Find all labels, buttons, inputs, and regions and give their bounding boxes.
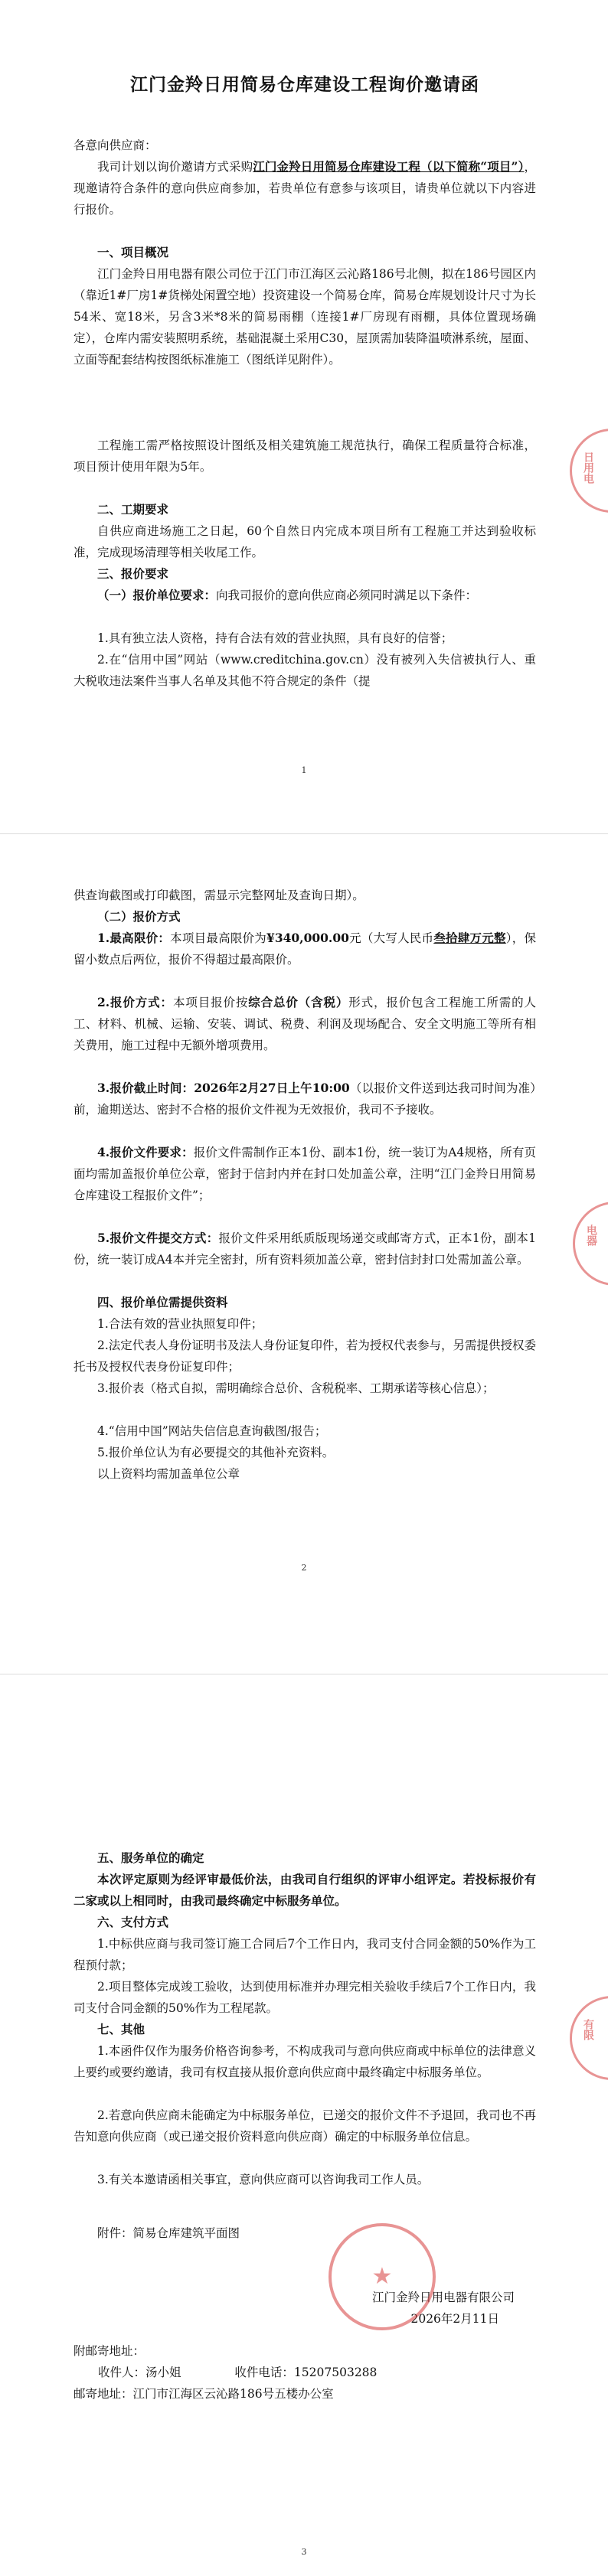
seal-fragment-1: 日用电 bbox=[582, 452, 594, 484]
greeting: 各意向供应商： bbox=[74, 139, 157, 152]
other-item-3: 3.有关本邀请函相关事宜，意向供应商可以咨询我司工作人员。 bbox=[97, 2173, 430, 2186]
material-note: 以上资料均需加盖单位公章 bbox=[97, 1467, 240, 1481]
intro-pre: 我司计划以询价邀请方式采购 bbox=[97, 160, 253, 174]
phone-number: 15207503288 bbox=[293, 2366, 378, 2379]
requirement-item-2: 2.在“信用中国”网站（www.creditchina.gov.cn）没有被列入失信被执行人、重大税收违法案件当事人名单及其他不符合规定的条件（提 bbox=[74, 653, 536, 688]
page-2 bbox=[0, 834, 608, 1674]
bid-item-1-pre: 本项目最高限价为 bbox=[170, 931, 267, 945]
bid-item-4-label: 4.报价文件要求： bbox=[97, 1145, 194, 1159]
payment-item-2: 2.项目整体完成竣工验收，达到使用标准并办理完相关验收手续后7个工作日内，我司支付合同金额的50%作为工程尾款。 bbox=[74, 1980, 536, 2015]
bid-item-1 bbox=[74, 928, 536, 970]
material-item-2: 2.法定代表人身份证明书及法人身份证复印件，若为授权代表参与，另需提供授权委托书及授权代表身份证复印件； bbox=[74, 1339, 536, 1374]
mail-label: 附邮寄地址： bbox=[74, 2344, 145, 2358]
section-2-paragraph: 自供应商进场施工之日起，60个自然日内完成本项目所有工程施工并达到验收标准，完成现场清理等相关收尾工作。 bbox=[74, 524, 536, 559]
material-item-1: 1.合法有效的营业执照复印件； bbox=[97, 1317, 263, 1331]
page-number-2: 2 bbox=[301, 1563, 307, 1573]
section-3-title: 三、报价要求 bbox=[97, 566, 169, 581]
bid-item-1-post: ），保留小数点后两位，报价不得超过最高限价。 bbox=[74, 931, 536, 967]
section-5-paragraph: 本次评定原则为经评审最低价法，由我司自行组织的评审小组评定。若投标报价有二家或以上相同时，由我司最终确定中标服务单位。 bbox=[74, 1872, 536, 1908]
section-1-paragraph-2: 工程施工需严格按照设计图纸及相关建筑施工规范执行，确保工程质量符合标准，项目预计使用年限为5年。 bbox=[74, 439, 536, 474]
page-3 bbox=[0, 1674, 608, 2576]
bid-item-2 bbox=[74, 992, 536, 1056]
section-3-sub-1-text: 向我司报价的意向供应商必须同时满足以下条件： bbox=[216, 589, 478, 602]
section-1-title: 一、项目概况 bbox=[97, 245, 169, 259]
section-3-sub-1-label: （一）报价单位要求： bbox=[97, 588, 217, 602]
bid-item-4-text: 报价文件需制作正本1份、副本1份，统一装订为A4规格，所有页面均需加盖报价单位公章，密封于信封内并在封口处加盖公章，注明“江门金羚日用简易仓库建设工程报价文件”； bbox=[74, 1146, 537, 1202]
continued-text: 供查询截图或打印截图，需显示完整网址及查询日期）。 bbox=[74, 889, 364, 902]
signature-date: 2026年2月11日 bbox=[410, 2312, 499, 2326]
requirement-item-1: 1.具有独立法人资格，持有合法有效的营业执照，具有良好的信誉； bbox=[97, 631, 453, 645]
material-item-4: 4.“信用中国”网站失信信息查询截图/报告； bbox=[97, 1424, 327, 1438]
bid-item-2-label: 2.报价方式： bbox=[97, 995, 173, 1009]
page-number-3: 3 bbox=[301, 2547, 307, 2557]
receiver-line bbox=[74, 2362, 536, 2383]
bid-item-5-text: 报价文件采用纸质版现场递交或邮寄方式，正本1份，副本1份，统一装订成A4本并完全密封，所有资料须加盖公章，密封信封封口处需加盖公章。 bbox=[74, 1231, 536, 1267]
bid-item-2-pre: 本项目报价按 bbox=[172, 996, 249, 1009]
receiver-label: 收件人： bbox=[98, 2366, 146, 2379]
bid-item-5-label: 5.报价文件提交方式： bbox=[97, 1231, 219, 1245]
bid-item-2-post: 形式，报价包含工程施工所需的人工、材料、机械、运输、安装、调试、税费、利润及现场配合、安全文明施工等所有相关费用，施工过程中无额外增项费用。 bbox=[74, 996, 536, 1052]
deadline: 2026年2月27日上午10:00 bbox=[194, 1081, 350, 1095]
bid-item-5 bbox=[74, 1228, 536, 1270]
material-item-3: 3.报价表（格式自拟，需明确综合总价、含税税率、工期承诺等核心信息）； bbox=[97, 1381, 495, 1395]
bid-item-3-label: 3.报价截止时间： bbox=[97, 1081, 194, 1095]
section-7-title: 七、其他 bbox=[97, 2022, 145, 2036]
other-item-2: 2.若意向供应商未能确定为中标服务单位，已递交的报价文件不予退回，我司也不再告知意向供应商（或已递交报价资料意向供应商）确定的中标服务单位信息。 bbox=[74, 2108, 536, 2144]
bid-item-1-label: 1.最高限价： bbox=[97, 931, 171, 945]
attachment-note: 附件：简易仓库建筑平面图 bbox=[97, 2226, 240, 2240]
intro-project-name: 江门金羚日用简易仓库建设工程（以下简称“项目”） bbox=[253, 159, 525, 174]
payment-item-1: 1.中标供应商与我司签订施工合同后7个工作日内，我司支付合同金额的50%作为工程预付款； bbox=[74, 1937, 536, 1972]
bid-item-1-mid: 元（大写人民币 bbox=[348, 931, 434, 945]
phone-label: 收件电话： bbox=[234, 2366, 294, 2379]
company-seal bbox=[325, 2219, 440, 2334]
bid-item-4 bbox=[74, 1142, 536, 1206]
company-signature: 江门金羚日用电器有限公司 bbox=[371, 2291, 515, 2304]
seal-fragment-3: 有限 bbox=[582, 2019, 594, 2040]
max-price: ¥340,000.00 bbox=[266, 931, 349, 945]
section-5-title: 五、服务单位的确定 bbox=[97, 1850, 204, 1865]
page-1 bbox=[0, 0, 608, 834]
receiver-name: 汤小姐 bbox=[145, 2366, 181, 2379]
intro-paragraph bbox=[74, 156, 536, 220]
page-number-1: 1 bbox=[301, 765, 307, 775]
address-value: 江门市江海区云沁路186号五楼办公室 bbox=[132, 2387, 334, 2401]
intro-post: ，现邀请符合条件的意向供应商参加，若贵单位有意参与该项目，请贵单位就以下内容进行报价。 bbox=[74, 160, 536, 217]
section-2-title: 二、工期要求 bbox=[97, 502, 169, 517]
section-6-title: 六、支付方式 bbox=[97, 1915, 169, 1929]
address-line bbox=[74, 2383, 536, 2405]
max-price-upper: 叁拾肆万元整 bbox=[433, 931, 506, 945]
other-item-1: 1.本函件仅作为服务价格咨询参考，不构成我司与意向供应商或中标单位的法律意义上要约或要约邀请，我司有权直接从报价意向供应商中最终确定中标服务单位。 bbox=[74, 2044, 536, 2079]
section-3-sub-1 bbox=[74, 585, 536, 606]
section-3-sub-2: （二）报价方式 bbox=[97, 909, 181, 924]
bid-item-3-post: （以报价文件送到达我司时间为准）前，逾期送达、密封不合格的报价文件视为无效报价，我司不予接收。 bbox=[74, 1081, 536, 1117]
document-title: 江门金羚日用简易仓库建设工程询价邀请函 bbox=[130, 74, 479, 95]
section-1-paragraph-1: 江门金羚日用电器有限公司位于江门市江海区云沁路186号北侧，拟在186号园区内（靠近1#厂房1#货梯处闲置空地）投资建设一个简易仓库，简易仓库规划设计尺寸为长54米、宽18米，另含3米*8米的简易雨棚（连接1#厂房现有雨棚，具体位置现场确定），仓库内需安装照明系统，基础混凝土采用C30，屋顶需加装降温喷淋系统，屋面、立面等配套结构按图纸标准施工（图纸详见附件）。 bbox=[74, 267, 536, 367]
bid-item-2-bold: 综合总价（含税） bbox=[248, 995, 349, 1009]
section-4-title: 四、报价单位需提供资料 bbox=[97, 1295, 228, 1309]
svg-text:★: ★ bbox=[371, 2263, 393, 2290]
material-item-5: 5.报价单位认为有必要提交的其他补充资料。 bbox=[97, 1446, 335, 1459]
address-label: 邮寄地址： bbox=[74, 2387, 133, 2401]
seal-fragment-2: 电器 bbox=[585, 1224, 597, 1246]
bid-item-3 bbox=[74, 1078, 536, 1120]
